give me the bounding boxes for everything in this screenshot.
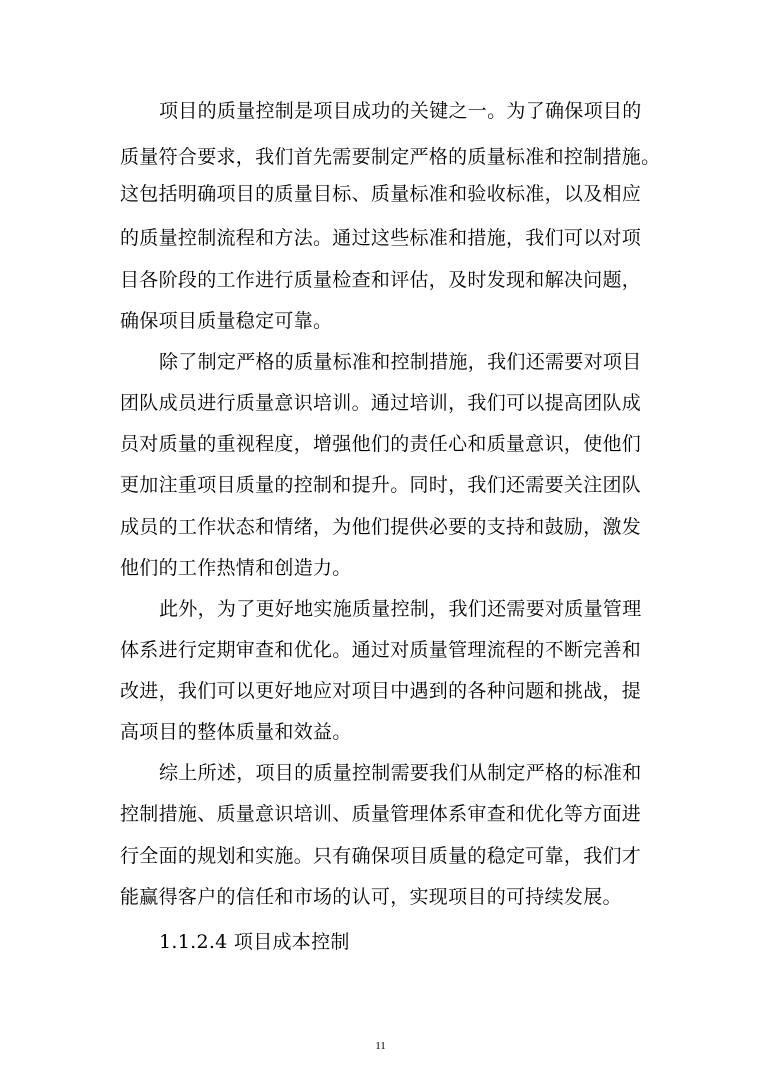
paragraph-2-line-3: 员对质量的重视程度，增强他们的责任心和质量意识，使他们 bbox=[120, 433, 642, 455]
paragraph-4-line-2: 控制措施、质量意识培训、质量管理体系审查和优化等方面进 bbox=[120, 803, 642, 825]
paragraph-2-line-4: 更加注重项目质量的控制和提升。同时，我们还需要关注团队 bbox=[120, 474, 642, 496]
section-heading: 1.1.2.4 项目成本控制 bbox=[159, 931, 350, 953]
paragraph-1-line-4: 的质量控制流程和方法。通过这些标准和措施，我们可以对项 bbox=[120, 227, 642, 249]
paragraph-1-line-3: 这包括明确项目的质量目标、质量标准和验收标准，以及相应 bbox=[120, 183, 642, 205]
page-number: 11 bbox=[375, 1040, 386, 1052]
paragraph-4-line-4: 能赢得客户的信任和市场的认可，实现项目的可持续发展。 bbox=[120, 886, 622, 908]
paragraph-4-line-3: 行全面的规划和实施。只有确保项目质量的稳定可靠，我们才 bbox=[120, 845, 642, 867]
paragraph-2-line-6: 他们的工作热情和创造力。 bbox=[120, 557, 352, 579]
paragraph-2-line-1: 除了制定严格的质量标准和控制措施，我们还需要对项目 bbox=[159, 351, 642, 373]
paragraph-3-line-2: 体系进行定期审查和优化。通过对质量管理流程的不断完善和 bbox=[120, 639, 642, 661]
paragraph-1-line-6: 确保项目质量稳定可靠。 bbox=[120, 310, 333, 332]
paragraph-1-line-5: 目各阶段的工作进行质量检查和评估，及时发现和解决问题， bbox=[120, 269, 642, 291]
paragraph-4-line-1: 综上所述，项目的质量控制需要我们从制定严格的标准和 bbox=[159, 762, 642, 784]
paragraph-2-line-5: 成员的工作状态和情绪，为他们提供必要的支持和鼓励，激发 bbox=[120, 516, 642, 538]
paragraph-1-line-2: 质量符合要求，我们首先需要制定严格的质量标准和控制措施。 bbox=[120, 146, 661, 168]
paragraph-1-line-1: 项目的质量控制是项目成功的关键之一。为了确保项目的 bbox=[159, 100, 642, 122]
paragraph-3-line-3: 改进，我们可以更好地应对项目中遇到的各种问题和挑战，提 bbox=[120, 680, 642, 702]
paragraph-3-line-1: 此外，为了更好地实施质量控制，我们还需要对质量管理 bbox=[159, 598, 642, 620]
paragraph-2-line-2: 团队成员进行质量意识培训。通过培训，我们可以提高团队成 bbox=[120, 392, 642, 414]
paragraph-3-line-4: 高项目的整体质量和效益。 bbox=[120, 721, 352, 743]
